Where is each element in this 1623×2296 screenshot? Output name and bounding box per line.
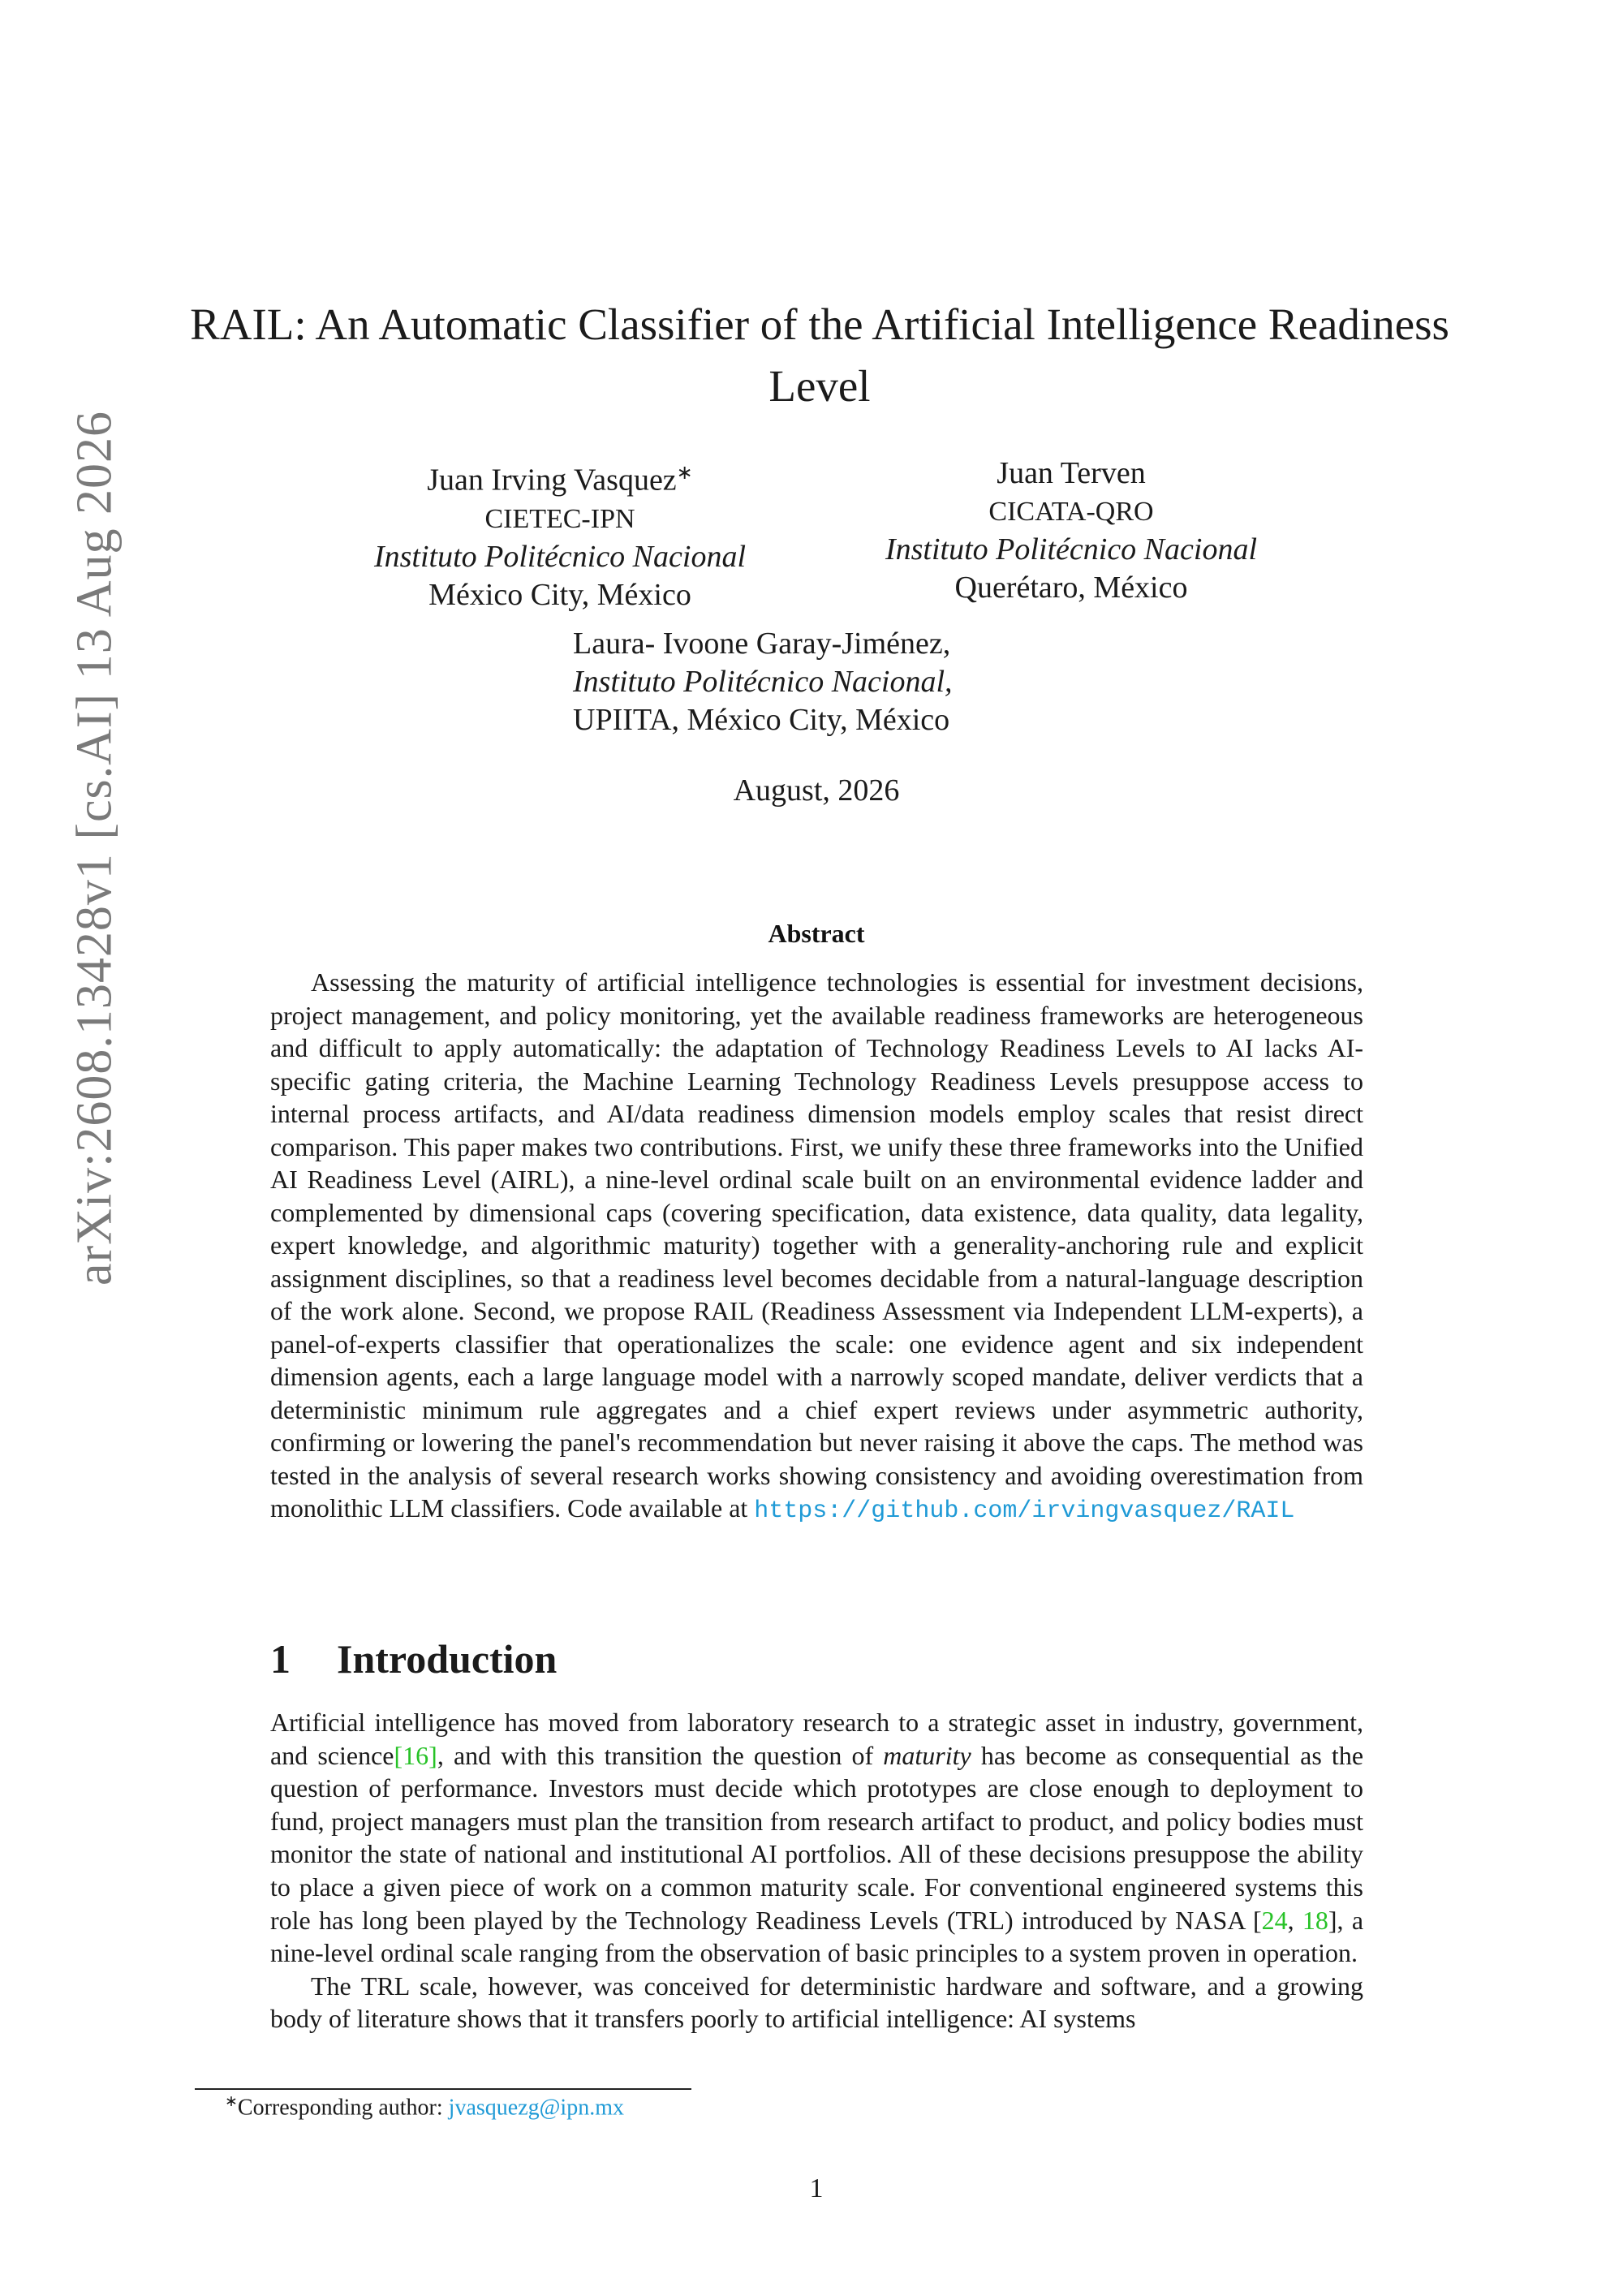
- author-name-1: Juan Irving Vasquez: [427, 463, 677, 498]
- footnote-marker: ∗: [225, 2093, 238, 2110]
- intro-text-segment: has become as consequential as the question of performance. Investors must decide which prototypes are close enough to deployment to fund, project managers must plan the transition from research artifact to product, and policy bodies must monitor the state of national and institutional AI portfolios. All of these decisions presuppose the ability to place a given piece of work on a common maturity scale. For conventional engineered systems this role has long been played by the Technology Readiness Levels (TRL) introduced by NASA: [270, 1740, 1364, 1935]
- section-heading-introduction: [270, 1635, 557, 1682]
- introduction-body: [270, 1706, 1363, 2035]
- author-block-1: [325, 454, 795, 614]
- abstract-body: [270, 966, 1363, 1528]
- author-institution-2: Instituto Politécnico Nacional: [885, 532, 1258, 566]
- intro-paragraph-2: The TRL scale, however, was conceived for deterministic hardware and software, and a growing body of literature shows that it transfers poorly to artificial intelligence: AI systems: [270, 1971, 1363, 2034]
- corresponding-email-link[interactable]: jvasquezg@ipn.mx: [448, 2095, 624, 2121]
- abstract-heading: Abstract: [768, 919, 865, 948]
- abstract-text: Assessing the maturity of artificial intelligence technologies is essential for investment decisions, project management, and policy monitoring, yet the available readiness frameworks are heterogeneous and difficult to apply automatically: the adaptation of Technology Readiness Levels to AI lacks AI-specific gating criteria, the Machine Learning Technology Readiness Levels presuppose access to internal process artifacts, and AI/data readiness dimension models employ scales that resist direct comparison. This paper makes two contributions. First, we unify these three frameworks into the Unified AI Readiness Level (AIRL), a nine-level ordinal scale built on an environmental evidence ladder and complemented by dimensional caps (covering specification, data existence, data quality, data legality, expert knowledge, and algorithmic maturity) together with a generality-anchoring rule and explicit assignment disciplines, so that a readiness level becomes decidable from a natural-language description of the work alone. Second, we propose RAIL (Readiness Assessment via Independent LLM-experts), a panel-of-experts classifier that operationalizes the scale: one evidence agent and six independent dimension agents, each a large language model with a narrowly scoped mandate, deliver verdicts that a deterministic minimum rule aggregates and a chief expert reviews under asymmetric authority, confirming or lowering the panel's recommendation but never raising it above the caps. The method was tested in the analysis of several research works showing consistency and avoiding overestimation from monolithic LLM classifiers. Code available at: [270, 967, 1363, 1523]
- intro-paragraph-1: [270, 1706, 1363, 1970]
- citation-link-16[interactable]: [16]: [394, 1740, 437, 1770]
- author-location-1: México City, México: [428, 577, 691, 612]
- section-title: Introduction: [337, 1636, 558, 1682]
- intro-text-segment: Artificial intelligence has moved from laboratory research to a strategic asset in industry, government, and science: [270, 1708, 1363, 1770]
- author-block-3: [573, 625, 1060, 739]
- intro-text-segment: , and with this transition the question of: [437, 1740, 884, 1770]
- publication-date: August, 2026: [733, 773, 900, 808]
- emphasized-term: maturity: [883, 1740, 971, 1770]
- author-unit-1: CIETEC-IPN: [484, 503, 635, 534]
- page-number: 1: [809, 2173, 824, 2203]
- section-number: 1: [270, 1636, 291, 1682]
- footnote-label: Corresponding author:: [237, 2095, 449, 2121]
- intro-text-segment: , a nine-level ordinal scale ranging from the observation of basic principles to a system proven in operation.: [270, 1905, 1364, 1968]
- footnote-divider: [195, 2088, 691, 2090]
- author-name-2: Juan Terven: [997, 456, 1146, 490]
- citation-link-18[interactable]: 18: [1302, 1905, 1328, 1935]
- author-location-3: UPIITA, México City, México: [573, 703, 950, 737]
- citation-link-24[interactable]: 24: [1261, 1905, 1288, 1935]
- author-block-2: [828, 454, 1315, 607]
- author-location-2: Querétaro, México: [954, 571, 1188, 605]
- citation-bracket: [: [1252, 1905, 1262, 1935]
- author-institution-3: Instituto Politécnico Nacional,: [573, 665, 953, 699]
- citation-separator: ,: [1287, 1905, 1302, 1935]
- footnote-corresponding-author: [225, 2092, 624, 2121]
- citation-bracket: ]: [1328, 1905, 1337, 1935]
- paper-title: RAIL: An Automatic Classifier of the Artificial Intelligence Readiness Level: [190, 299, 1449, 411]
- author-unit-2: CICATA-QRO: [988, 497, 1154, 527]
- arxiv-identifier-text: arXiv:2608.13428v1 [cs.AI] 13 Aug 2026: [67, 410, 123, 1286]
- author-institution-1: Instituto Politécnico Nacional: [373, 539, 747, 574]
- corresponding-author-marker: ∗: [676, 463, 693, 484]
- author-name-3: Laura- Ivoone Garay-Jiménez,: [573, 627, 951, 661]
- code-repository-link[interactable]: https://github.com/irvingvasquez/RAIL: [754, 1497, 1295, 1525]
